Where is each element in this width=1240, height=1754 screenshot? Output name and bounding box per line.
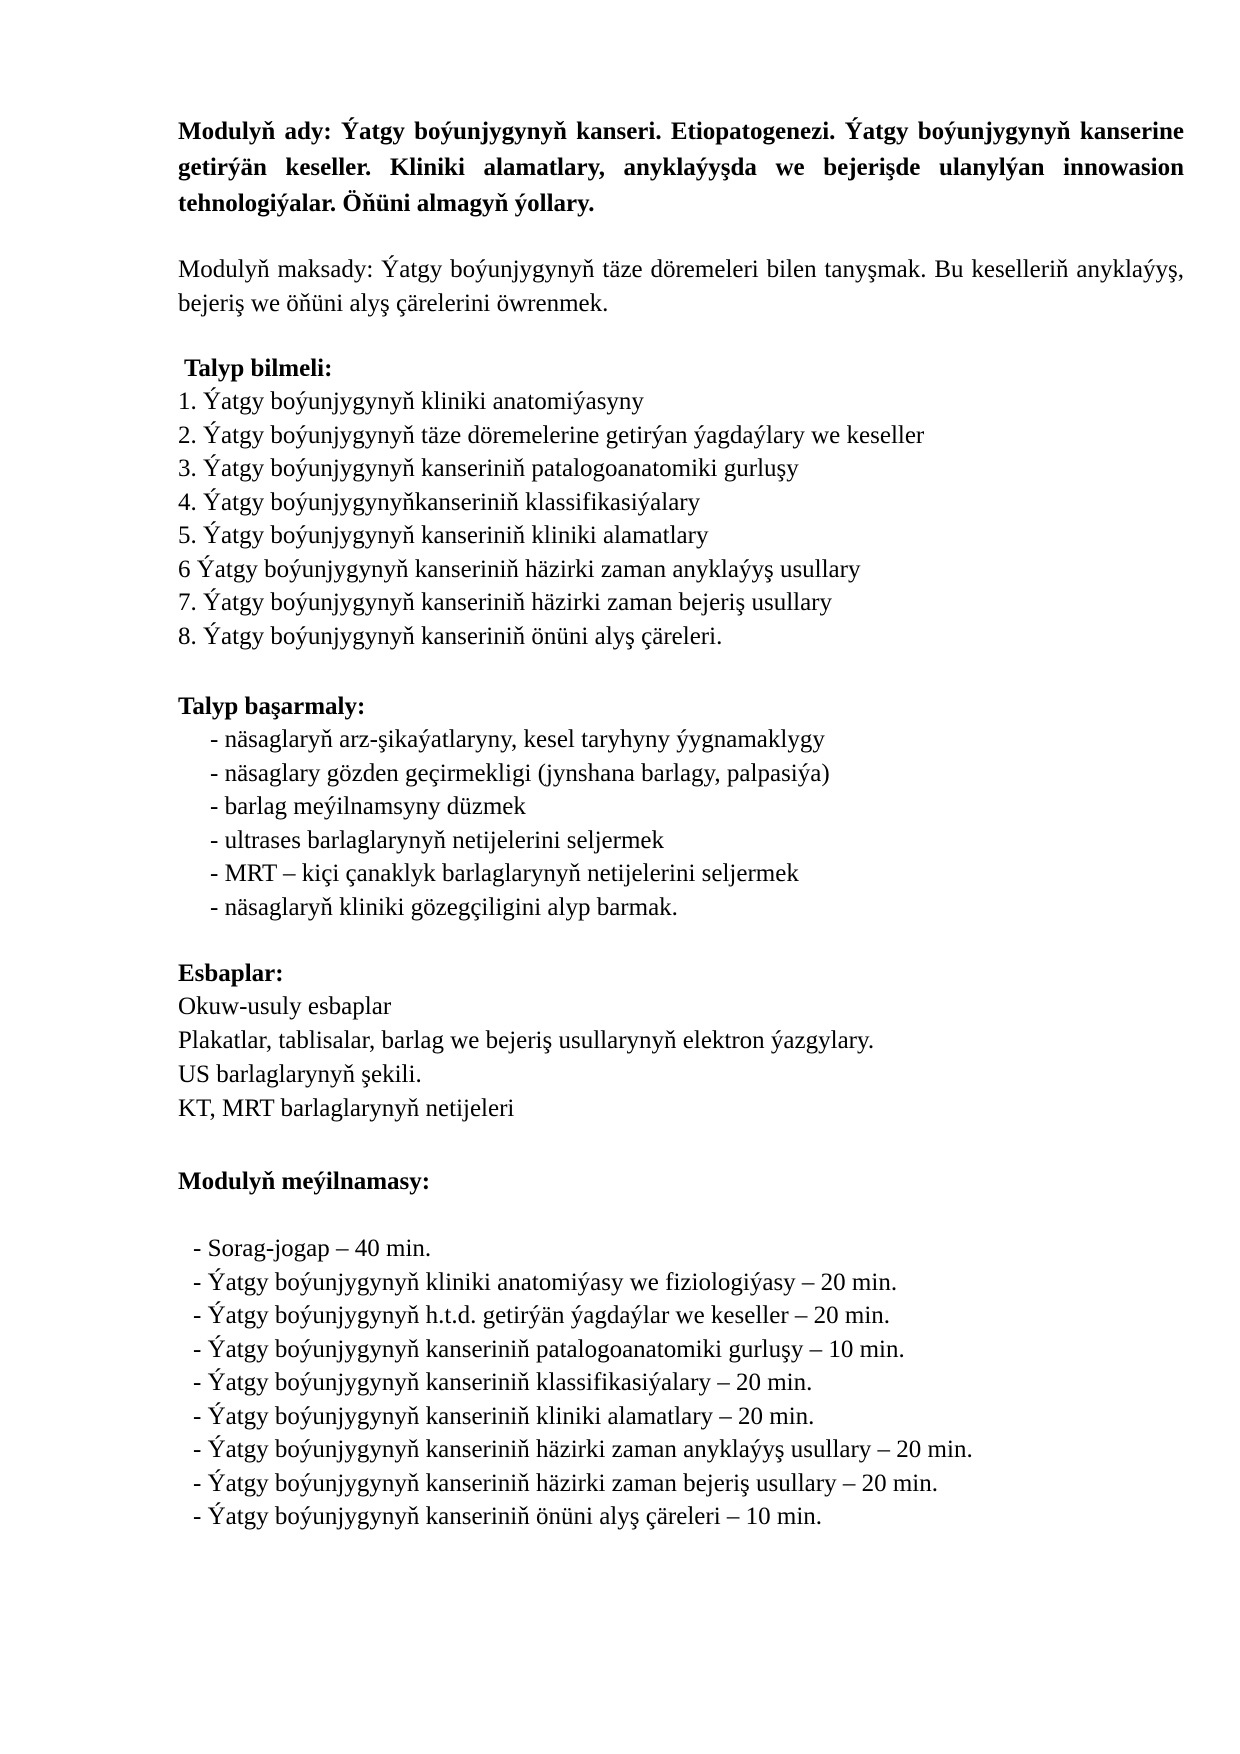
list-item: 6 Ýatgy boýunjygynyň kanseriniň häzirki zaman anyklaýyş usullary [178, 555, 861, 583]
module-aim: Modulyň maksady: Ýatgy boýunjygynyň täze döremeleri bilen tanyşmak. Bu keselleriň anyklaýyş, bejeriş we öňüni alyş çärelerini öwrenmek. [178, 256, 1184, 317]
list-item: - Ýatgy boýunjygynyň kanseriniň önüni alyş çäreleri – 10 min. [193, 1503, 823, 1530]
list-item: - näsaglaryň arz-şikaýatlaryny, kesel taryhyny ýygnamaklygy [210, 726, 825, 753]
plan-list [193, 1232, 973, 1534]
student-knows-list [178, 385, 924, 653]
list-item: - Ýatgy boýunjygynyň kliniki anatomiýasy we fiziologiýasy – 20 min. [193, 1268, 898, 1296]
list-item: 3. Ýatgy boýunjygynyň kanseriniň patalogoanatomiki gurluşy [178, 455, 799, 482]
list-item: - ultrases barlaglarynyň netijelerini seljermek [210, 826, 664, 854]
list-item: - Ýatgy boýunjygynyň kanseriniň häzirki zaman anyklaýyş usullary – 20 min. [193, 1436, 973, 1463]
list-item: - Ýatgy boýunjygynyň kanseriniň klassifikasiýalary – 20 min. [193, 1369, 813, 1396]
list-item: - Sorag-jogap – 40 min. [193, 1235, 432, 1262]
equipment-list [178, 990, 874, 1126]
student-does-list [210, 723, 830, 924]
list-item: US barlaglarynyň şekili. [178, 1061, 422, 1088]
list-item: - Ýatgy boýunjygynyň kanseriniň kliniki alamatlary – 20 min. [193, 1402, 815, 1430]
list-item: 1. Ýatgy boýunjygynyň kliniki anatomiýasyny [178, 388, 644, 415]
list-item: 4. Ýatgy boýunjygynyňkanseriniň klassifikasiýalary [178, 488, 701, 516]
module-title: Modulyň ady: Ýatgy boýunjygynyň kanseri. Etiopatogenezi. Ýatgy boýunjygynyň kanserine getirýän keseller. Kliniki alamatlary, anyklaýyşda we bejerişde ulanylýan innowasion tehnologiýalar. Öňüni almagyň ýollary. [178, 118, 1184, 217]
list-item: - Ýatgy boýunjygynyň h.t.d. getirýän ýagdaýlar we keseller – 20 min. [193, 1302, 891, 1329]
list-item: - näsaglaryň kliniki gözegçiligini alyp barmak. [210, 893, 678, 921]
equipment-heading: Esbaplar: [178, 960, 284, 987]
list-item: 2. Ýatgy boýunjygynyň täze döremelerine getirýan ýagdaýlary we keseller [178, 421, 925, 449]
list-item: - MRT – kiçi çanaklyk barlaglarynyň netijelerini seljermek [210, 860, 799, 887]
list-item: Okuw-usuly esbaplar [178, 993, 392, 1020]
list-item: 8. Ýatgy boýunjygynyň kanseriniň önüni alyş çäreleri. [178, 622, 723, 650]
list-item: - Ýatgy boýunjygynyň kanseriniň häzirki zaman bejeriş usullary – 20 min. [193, 1469, 938, 1497]
list-item: Plakatlar, tablisalar, barlag we bejeriş usullarynyň elektron ýazgylary. [178, 1027, 875, 1054]
student-knows-heading: Talyp bilmeli: [184, 355, 333, 382]
list-item: - Ýatgy boýunjygynyň kanseriniň patalogoanatomiki gurluşy – 10 min. [193, 1335, 905, 1363]
list-item: - barlag meýilnamsyny düzmek [210, 793, 526, 820]
plan-heading: Modulyň meýilnamasy: [178, 1168, 431, 1195]
list-item: 7. Ýatgy boýunjygynyň kanseriniň häzirki zaman bejeriş usullary [178, 589, 833, 616]
student-does-heading: Talyp başarmaly: [178, 693, 366, 720]
list-item: - näsaglary gözden geçirmekligi (jynshana barlagy, palpasiýa) [210, 759, 830, 787]
list-item: 5. Ýatgy boýunjygynyň kanseriniň kliniki alamatlary [178, 522, 709, 549]
list-item: KT, MRT barlaglarynyň netijeleri [178, 1095, 515, 1122]
